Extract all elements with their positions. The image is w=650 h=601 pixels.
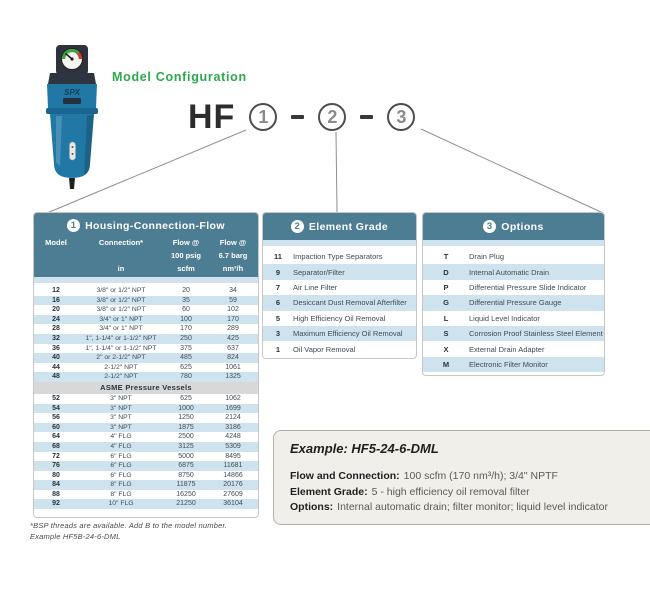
cell-flow-nm3h: 5309 [225,442,241,450]
column-header-flow-scfm: Flow @ 100 psig scfm [170,238,201,273]
cell-connection: 4" FLG [110,433,132,441]
section-number-1-icon: 1 [67,219,80,232]
table-row [34,480,258,490]
brand-logo: SPX [63,88,81,97]
table-row [263,280,416,295]
cell-connection: 3/4" or 1" NPT [99,315,143,323]
placeholder-circle-3: 3 [387,103,415,131]
table-row [34,334,258,344]
table-row [34,490,258,500]
cell-flow-nm3h: 425 [227,334,239,342]
example-line [290,485,648,501]
sight-glass-dot [72,153,74,155]
cell-model: 84 [52,481,60,489]
table-row [423,264,604,279]
cell-grade-label: Separator/Filter [293,267,345,277]
column-header-connection: Connection* in [98,238,144,273]
cell-flow-scfm: 625 [180,363,192,371]
sight-glass [70,142,76,160]
cell-option-code: T [443,252,449,262]
table-row [34,452,258,462]
sight-glass-dot [72,146,74,148]
cell-flow-scfm: 625 [180,394,192,402]
cell-grade-label: High Efficiency Oil Removal [293,313,386,323]
cell-model: 36 [52,344,60,352]
connector-line-2 [336,132,337,212]
dash-separator [291,115,304,120]
housing-table-header [34,213,258,277]
filter-shoulder [46,108,98,114]
product-label [63,98,81,104]
cell-grade-code: 1 [275,344,281,354]
footnote [30,521,227,542]
cell-flow-scfm: 100 [180,315,192,323]
column-header-flow-nm3h: Flow @ 6.7 barg nm³/h [218,238,248,273]
model-prefix: HF [188,97,236,136]
table-row [34,499,258,509]
cell-option-code: X [443,344,449,354]
element-table-header [263,213,416,240]
cell-flow-nm3h: 824 [227,354,239,362]
table-row [34,296,258,306]
cell-model: 12 [52,287,60,294]
cell-flow-scfm: 1000 [178,404,194,412]
housing-table-title-row [34,213,258,232]
cell-option-label: Internal Automatic Drain [469,267,550,277]
cell-option-label: Differential Pressure Slide Indicator [469,282,587,292]
options-table [422,212,605,376]
cell-model: 80 [52,471,60,479]
table-row [423,249,604,264]
example-line-value: Internal automatic drain; filter monitor; liquid level indicator [337,501,608,513]
cell-connection: 6" FLG [110,452,132,460]
cell-flow-scfm: 1875 [178,423,194,431]
cell-flow-scfm: 5000 [178,452,194,460]
cell-model: 20 [52,306,60,314]
example-line-value: 5 - high efficiency oil removal filter [371,485,530,498]
cell-flow-nm3h: 59 [229,296,237,304]
cell-model: 64 [52,433,60,441]
filter-product-image [36,44,108,198]
header-accent-strip [423,240,604,246]
cell-flow-nm3h: 170 [227,315,239,323]
cell-connection: 3/8" or 1/2" NPT [96,306,146,314]
cell-flow-nm3h: 637 [227,344,239,352]
cell-option-code: S [443,329,449,339]
table-row [423,357,604,372]
cell-connection: 3/8" or 1/2" NPT [96,296,146,304]
table-row [423,295,604,310]
drain-stem [69,178,75,189]
cell-model: 76 [52,462,60,470]
table-row [263,264,416,279]
column-header-model: Model [45,238,67,247]
filter-cap [48,73,96,84]
cell-flow-nm3h: 2124 [225,414,241,422]
gauge-pivot [70,57,73,60]
cell-option-label: Electronic Filter Monitor [469,359,548,369]
cell-flow-nm3h: 8495 [225,452,241,460]
table-row [263,326,416,341]
cell-connection: 10" FLG [108,500,134,508]
table-row [263,341,416,356]
example-lines [290,469,648,516]
cell-connection: 3/8" or 1/2" NPT [96,287,146,294]
cell-model: 88 [52,490,60,498]
cell-flow-nm3h: 27609 [223,490,243,498]
table-row [423,311,604,326]
housing-column-headers [34,232,258,275]
cell-option-label: Corrosion Proof Stainless Steel Element [469,329,603,339]
table-row [34,363,258,373]
cell-grade-code: 5 [275,313,281,323]
cell-grade-label: Impaction Type Separators [293,252,383,262]
cell-flow-scfm: 20 [182,287,190,294]
header-accent-strip [34,277,258,283]
table-row [34,413,258,423]
cell-model: 56 [52,414,60,422]
cell-flow-scfm: 2500 [178,433,194,441]
cell-option-label: Differential Pressure Gauge [469,298,562,308]
cell-grade-label: Air Line Filter [293,282,338,292]
cell-model: 48 [52,373,60,381]
cell-flow-scfm: 170 [180,325,192,333]
footnote-line-1: *BSP threads are available. Add B to the model number. [30,521,228,530]
cell-option-code: D [443,267,449,277]
cell-flow-nm3h: 1325 [225,373,241,381]
cell-model: 52 [52,394,60,402]
housing-rows [34,286,258,382]
cell-flow-nm3h: 1062 [225,394,241,402]
table-row [34,404,258,414]
cell-flow-nm3h: 4248 [225,433,241,441]
example-line-value: 100 scfm (170 nm³/h); 3/4" NPTF [403,470,558,482]
example-line [290,469,648,485]
table-row [34,286,258,296]
table-row [263,311,416,326]
table-row [423,280,604,295]
cell-model: 44 [52,363,60,371]
cell-connection: 1", 1-1/4" or 1-1/2" NPT [85,344,157,352]
element-table-title-row [263,213,416,240]
cell-connection: 8" FLG [110,490,132,498]
cell-flow-scfm: 21250 [176,500,196,508]
table-row [423,326,604,341]
cell-flow-scfm: 375 [180,344,192,352]
cell-connection: 2-1/2" NPT [104,373,138,381]
element-table-title: Element Grade [308,220,389,233]
cell-grade-code: 7 [275,282,281,292]
section-number-2-icon: 2 [291,220,304,233]
cell-flow-scfm: 3125 [178,442,194,450]
cell-model: 16 [52,296,60,304]
cell-connection: 2" or 2-1/2" NPT [96,354,146,362]
example-line-label: Element Grade: [290,485,368,498]
cell-flow-nm3h: 1699 [225,404,241,412]
cell-grade-label: Desiccant Dust Removal Afterfilter [293,298,407,308]
cell-connection: 3" NPT [110,394,132,402]
table-row [34,344,258,354]
cell-model: 60 [52,423,60,431]
cell-model: 54 [52,404,60,412]
table-row [34,394,258,404]
options-table-title: Options [501,220,544,233]
asme-rows [34,394,258,509]
table-row [34,315,258,325]
cell-model: 72 [52,452,60,460]
cell-flow-nm3h: 36104 [223,500,243,508]
cell-flow-nm3h: 34 [229,287,237,294]
cell-option-code: M [442,359,450,369]
cell-model: 40 [52,354,60,362]
table-row [423,341,604,356]
cell-connection: 3" NPT [110,423,132,431]
cell-model: 32 [52,334,60,342]
section-number-3-icon: 3 [483,220,496,233]
cell-connection: 6" FLG [110,462,132,470]
dash-separator [360,115,373,120]
example-box [273,430,650,525]
table-row [263,249,416,264]
table-row [34,423,258,433]
cell-option-code: G [443,298,449,308]
cell-option-label: Drain Plug [469,252,505,262]
cell-flow-nm3h: 11681 [223,462,243,470]
cell-model: 24 [52,315,60,323]
cell-connection: 8" FLG [110,481,132,489]
cell-flow-scfm: 8750 [178,471,194,479]
cell-grade-code: 3 [275,329,281,339]
cell-grade-code: 9 [275,267,281,277]
cell-connection: 2-1/2" NPT [104,363,138,371]
cell-flow-scfm: 6875 [178,462,194,470]
table-row [263,295,416,310]
table-row [34,442,258,452]
table-row [34,471,258,481]
model-number-scheme [188,98,415,136]
placeholder-circle-2: 2 [318,103,346,131]
footnote-line-2: Example HF5B-24-6-DML [30,531,121,541]
cell-grade-label: Oil Vapor Removal [293,344,356,354]
cell-flow-scfm: 16250 [176,490,196,498]
table-row [34,432,258,442]
cell-connection: 4" FLG [110,442,132,450]
cell-flow-scfm: 35 [182,296,190,304]
table-row [34,353,258,363]
cell-option-label: External Drain Adapter [469,344,545,354]
cell-flow-scfm: 1250 [178,414,194,422]
table-row [34,305,258,315]
page-title: Model Configuration [112,70,247,84]
cell-flow-nm3h: 20176 [223,481,243,489]
cell-connection: 1", 1-1/4" or 1-1/2" NPT [85,334,157,342]
cell-flow-scfm: 250 [180,334,192,342]
cell-flow-nm3h: 102 [227,306,239,314]
options-table-header [423,213,604,240]
cell-model: 28 [52,325,60,333]
example-title: Example: HF5-24-6-DML [290,441,439,456]
example-line [290,500,648,516]
cell-option-code: L [443,313,449,323]
table-row [34,461,258,471]
options-rows [423,249,604,372]
housing-table-title: Housing-Connection-Flow [85,219,225,232]
cell-option-label: Liquid Level Indicator [469,313,540,323]
cell-flow-nm3h: 3186 [225,423,241,431]
example-line-label: Flow and Connection: [290,470,400,482]
cell-grade-code: 6 [275,298,281,308]
table-row [34,372,258,382]
cell-connection: 3/4" or 1" NPT [99,325,143,333]
element-grade-table [262,212,417,359]
cell-model: 92 [52,500,60,508]
table-row [34,324,258,334]
cell-connection: 6" FLG [110,471,132,479]
housing-connection-flow-table [33,212,259,518]
cell-flow-scfm: 11875 [176,481,196,489]
cell-flow-nm3h: 14866 [223,471,243,479]
cell-flow-scfm: 780 [180,373,192,381]
header-accent-strip [263,240,416,246]
cell-flow-scfm: 485 [180,354,192,362]
example-line-label: Options: [290,501,334,513]
cell-connection: 3" NPT [110,404,132,412]
connector-line-3 [421,129,603,213]
options-table-title-row [423,213,604,240]
element-rows [263,249,416,357]
cell-grade-label: Maximum Efficiency Oil Removal [293,329,403,339]
cell-flow-nm3h: 289 [227,325,239,333]
cell-connection: 3" NPT [110,414,132,422]
placeholder-circle-1: 1 [249,103,277,131]
cell-flow-nm3h: 1061 [225,363,241,371]
cell-flow-scfm: 60 [182,306,190,314]
cell-model: 68 [52,442,60,450]
cell-grade-code: 11 [274,252,282,262]
cell-option-code: P [443,282,449,292]
asme-subheader: ASME Pressure Vessels [34,382,258,394]
